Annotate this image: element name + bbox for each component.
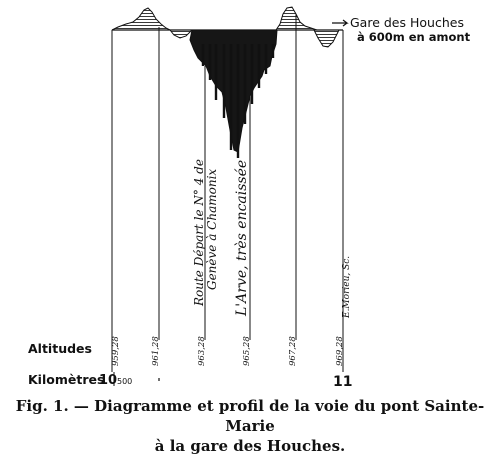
station-label-line1: Gare des Houches [350, 15, 464, 30]
engraver-label: E.Morieu, Sc. [342, 255, 352, 318]
altitude-value: 967,28 [288, 336, 298, 366]
right-dip [314, 30, 339, 47]
left-dip [170, 30, 192, 38]
station-label-line2: à 600m en amont [357, 30, 471, 44]
route-label: Route Départ le N° 4 de [192, 159, 206, 306]
figure-caption [0, 396, 500, 456]
altitude-value: 961,28 [151, 336, 161, 366]
altitude-value: 969,28 [335, 336, 345, 366]
left-hill [112, 8, 170, 30]
station-arrow [332, 20, 347, 26]
km-start-fraction: 500 [117, 377, 133, 386]
altitudes-row-label: Altitudes [28, 341, 92, 356]
km-start: 10 [99, 373, 118, 388]
altitude-value: 965,28 [242, 336, 252, 366]
kilometres-row-label: Kilomètres [28, 372, 105, 387]
caption-line-2: à la gare des Houches. [154, 437, 346, 455]
km-end: 11 [333, 374, 353, 390]
caption-line-1: Fig. 1. — Diagramme et profil de la voie du pont Sainte-Marie [15, 397, 485, 435]
altitude-value: 959,28 [111, 336, 121, 366]
altitude-values [111, 336, 345, 366]
altitude-value: 963,28 [197, 336, 207, 366]
altitude-ticks [112, 326, 343, 372]
route-label-2: Genève à Chamonix [205, 168, 219, 290]
arve-label: L'Arve, très encaissée [234, 159, 250, 316]
